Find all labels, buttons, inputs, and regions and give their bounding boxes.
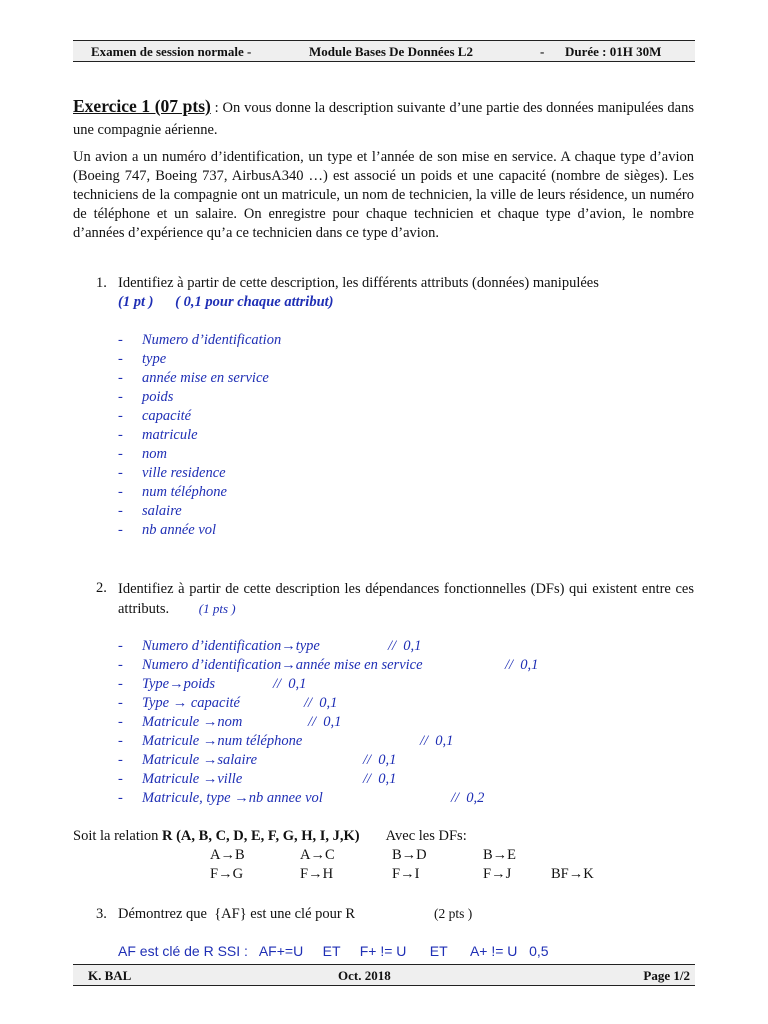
fd-item: - Numero d’identification→type // 0,1 <box>118 637 423 656</box>
q1-text: Identifiez à partir de cette description, les différents attributs (données) manipulées <box>118 275 599 291</box>
arrow-icon: → <box>281 638 296 654</box>
fd-comment: // 0,1 <box>505 657 539 673</box>
q3-text: Démontrez que {AF} est une clé pour R <box>118 906 355 922</box>
footer-page-number: Page 1/2 <box>643 968 690 983</box>
q2-number: 2. <box>96 580 107 596</box>
footer-author: K. BAL <box>88 968 132 983</box>
arrow-icon: → <box>202 771 218 787</box>
fd-item: - Type → capacité // 0,1 <box>118 694 423 713</box>
fd-item: - Matricule, type →nb annee vol // 0,2 <box>118 789 423 808</box>
list-item: - nb année vol <box>118 521 281 540</box>
arrow-icon: → <box>202 733 218 749</box>
exercise-intro-text: : On vous donne la description suivante d’une partie des données manipulées dans une compagnie aérienne. <box>73 100 694 138</box>
arrow-icon: → <box>234 790 249 806</box>
df-item: A→C <box>300 847 335 863</box>
header-exam: Examen de session normale - <box>91 44 252 59</box>
df-item: A→B <box>210 847 245 863</box>
df-item: BF→K <box>551 866 594 882</box>
df-item: B→D <box>392 847 427 863</box>
q2-points: (1 pts ) <box>198 601 236 616</box>
df-item: F→I <box>392 866 420 882</box>
q2-text-block <box>118 580 694 619</box>
q1-points: (1 pt ) ( 0,1 pour chaque attribut) <box>118 294 334 310</box>
page-header <box>73 40 695 62</box>
q3-answer: AF est clé de R SSI : AF+=U ET F+ != U ET A+ != U 0,5 <box>118 943 549 959</box>
page-footer <box>73 964 695 986</box>
list-item: - année mise en service <box>118 369 281 388</box>
q2-text: Identifiez à partir de cette description les dépendances fonctionnelles (DFs) qui existent entre ces attributs. <box>118 581 694 617</box>
list-item: - num téléphone <box>118 483 281 502</box>
list-item: - ville residence <box>118 464 281 483</box>
list-item: - nom <box>118 445 281 464</box>
list-item: - capacité <box>118 407 281 426</box>
footer-date: Oct. 2018 <box>338 968 391 983</box>
fd-comment: // 0,2 <box>451 790 485 806</box>
fd-comment: // 0,1 <box>304 695 338 711</box>
list-item: - type <box>118 350 281 369</box>
arrow-icon: → <box>202 714 218 730</box>
header-dash: - <box>540 44 545 59</box>
fd-comment: // 0,1 <box>273 676 307 692</box>
df-item: F→G <box>210 866 244 882</box>
q1-answer-list <box>118 331 281 540</box>
q3-number: 3. <box>96 906 107 922</box>
fd-comment: // 0,1 <box>388 638 422 654</box>
df-item: F→J <box>483 866 512 882</box>
exercise-intro <box>73 95 694 141</box>
list-item: - salaire <box>118 502 281 521</box>
relation-name: R (A, B, C, D, E, F, G, H, I, J,K) <box>162 828 360 844</box>
fd-item: - Matricule →salaire // 0,1 <box>118 751 423 770</box>
q3-points: (2 pts ) <box>434 906 473 921</box>
fd-comment: // 0,1 <box>363 752 397 768</box>
df-item: B→E <box>483 847 517 863</box>
fd-item: - Numero d’identification→année mise en service // 0,1 <box>118 656 423 675</box>
arrow-icon: → <box>172 695 188 711</box>
header-duration: Durée : 01H 30M <box>565 44 662 59</box>
fd-item: - Matricule →ville // 0,1 <box>118 770 423 789</box>
fd-item: - Matricule →num téléphone // 0,1 <box>118 732 423 751</box>
header-module: Module Bases De Données L2 <box>309 44 473 59</box>
relation-line: Soit la relation R (A, B, C, D, E, F, G, H, I, J,K) Avec les DFs: <box>73 828 467 844</box>
list-item: - Numero d’identification <box>118 331 281 350</box>
exercise-title: Exercice 1 (07 pts) <box>73 96 211 116</box>
fd-item: - Type→poids // 0,1 <box>118 675 423 694</box>
list-item: - poids <box>118 388 281 407</box>
fd-item: - Matricule →nom // 0,1 <box>118 713 423 732</box>
arrow-icon: → <box>281 657 296 673</box>
q1-number: 1. <box>96 275 107 291</box>
arrow-icon: → <box>202 752 218 768</box>
exercise-description: Un avion a un numéro d’identification, un type et l’année de son mise en service. A chaque type d’avion (Boeing 747, Boeing 737, AirbusA340 …) est associé un poids et une capacité (nombre de sièges). Les techniciens de la compagnie ont un matricule, un nom de technicien, la ville de leurs résidence, un numéro de téléphone et un salaire. On enregistre pour chaque technicien et chaque type d’avion, le nombre d’années d’expérience qu’a ce technicien dans ce type d’avion. <box>73 149 694 241</box>
fd-comment: // 0,1 <box>363 771 397 787</box>
relation-dfs-label: Avec les DFs: <box>385 828 467 844</box>
fd-comment: // 0,1 <box>420 733 454 749</box>
fd-comment: // 0,1 <box>308 714 342 730</box>
q2-answer-list <box>118 637 539 808</box>
df-item: F→H <box>300 866 334 882</box>
list-item: - matricule <box>118 426 281 445</box>
arrow-icon: → <box>169 676 184 692</box>
